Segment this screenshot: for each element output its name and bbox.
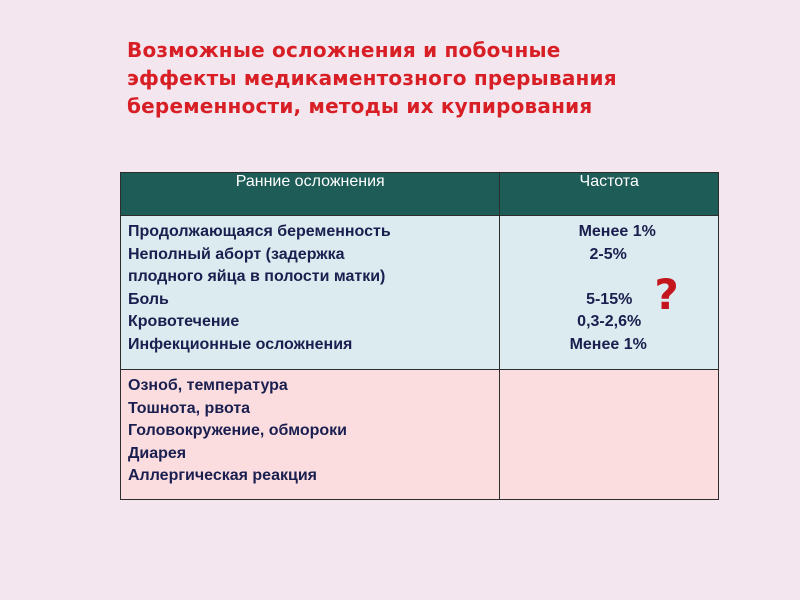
early-complications-list bbox=[121, 216, 499, 356]
frequency-value: 2-5% bbox=[589, 245, 627, 263]
table-header-row bbox=[121, 173, 719, 216]
early-complications-cell bbox=[121, 216, 500, 370]
header-early-complications: Ранние осложнения bbox=[121, 173, 500, 216]
frequency-value: Менее 1% bbox=[569, 335, 647, 353]
list-item: Продолжающаяся беременность bbox=[128, 223, 391, 240]
frequency-value: 0,3-2,6% bbox=[577, 313, 642, 330]
title-line: беременности, методы их купирования bbox=[127, 94, 593, 118]
title-line: Возможные осложнения и побочные bbox=[127, 38, 561, 62]
frequency-value: 5-15% bbox=[586, 290, 633, 308]
side-effects-cell bbox=[121, 370, 500, 500]
question-mark: ? bbox=[654, 270, 679, 319]
list-item: Тошнота, рвота bbox=[128, 399, 251, 417]
frequency-cell bbox=[500, 216, 719, 370]
list-item: плодного яйца в полости матки) bbox=[128, 268, 386, 285]
frequency-list bbox=[500, 216, 718, 356]
list-item: Кровотечение bbox=[128, 313, 240, 330]
side-effects-list bbox=[121, 370, 499, 488]
frequency-spacer bbox=[500, 266, 718, 289]
table-row-early-complications bbox=[121, 216, 719, 370]
list-item: Неполный аборт (задержка bbox=[128, 245, 345, 263]
frequency-value: Менее 1% bbox=[578, 223, 656, 240]
list-item: Диарея bbox=[128, 444, 187, 462]
complications-table bbox=[120, 172, 719, 500]
side-effects-frequency-cell bbox=[500, 370, 719, 500]
list-item: Боль bbox=[128, 290, 169, 308]
title-line: эффекты медикаментозного прерывания bbox=[127, 66, 617, 90]
slide-title bbox=[127, 36, 767, 120]
list-item: Аллергическая реакция bbox=[128, 467, 317, 484]
list-item: Озноб, температура bbox=[128, 377, 288, 394]
list-item: Инфекционные осложнения bbox=[128, 335, 353, 353]
table-row-side-effects bbox=[121, 370, 719, 500]
header-frequency: Частота bbox=[500, 173, 719, 216]
list-item: Головокружение, обмороки bbox=[128, 422, 347, 439]
